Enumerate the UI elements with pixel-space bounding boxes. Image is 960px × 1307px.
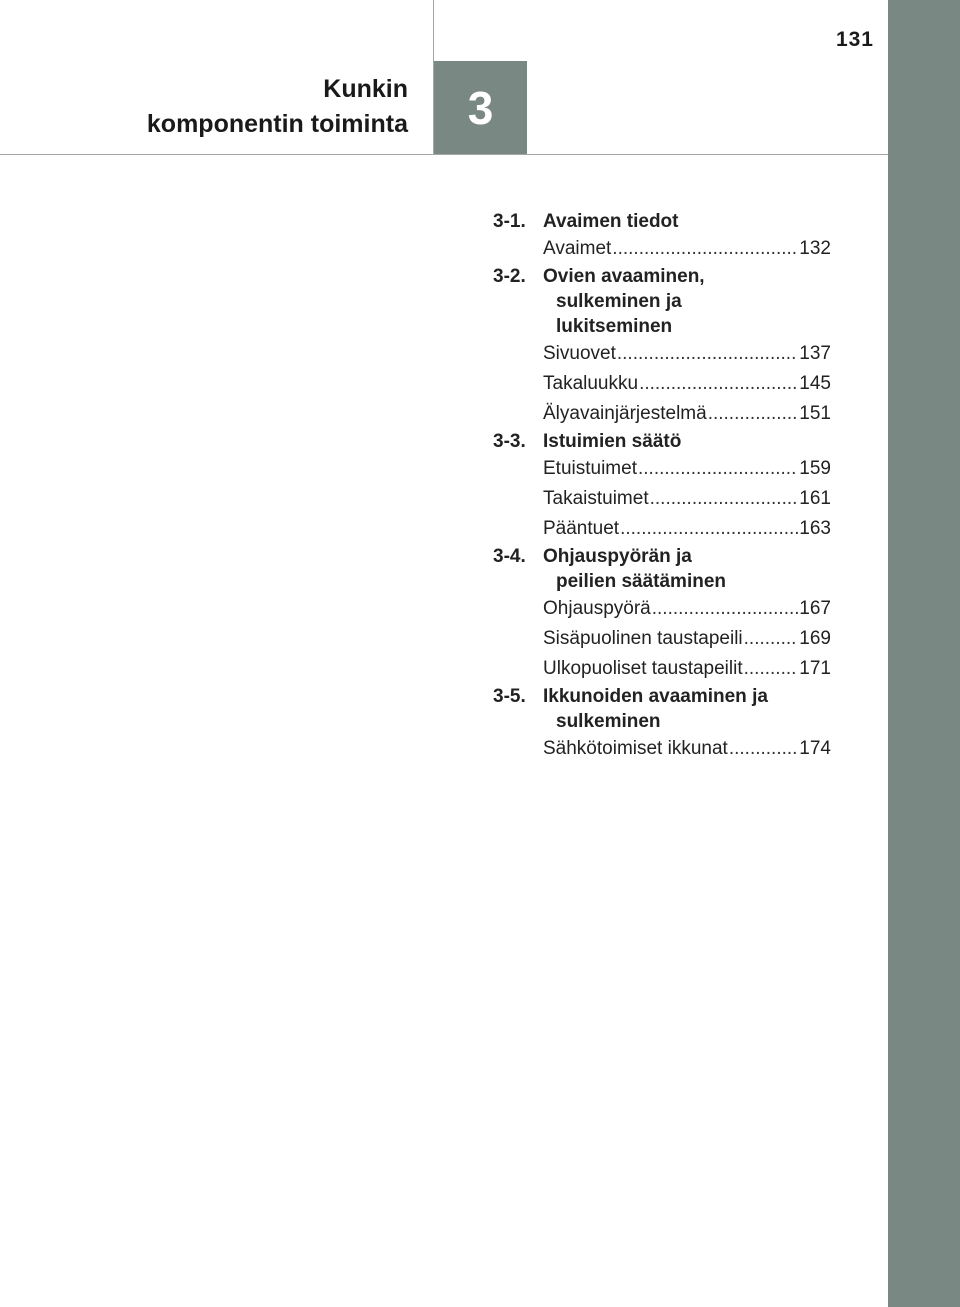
toc-entry-label: Sisäpuolinen taustapeili xyxy=(543,628,743,649)
toc-entry[interactable] xyxy=(493,399,831,429)
chapter-side-tab xyxy=(888,0,960,1307)
toc-entry-leader-dots xyxy=(744,624,799,654)
toc-entry-leader-dots xyxy=(729,734,798,764)
toc-entry-leader-dots xyxy=(617,339,798,369)
toc-entry[interactable] xyxy=(493,369,831,399)
toc-entry-label: Pääntuet xyxy=(543,518,620,539)
chapter-number-box: 3 xyxy=(434,61,527,154)
table-of-contents xyxy=(493,209,831,764)
toc-section xyxy=(493,429,831,544)
toc-entry-leader-dots xyxy=(652,594,799,624)
toc-section-title-line: Ovien avaaminen, xyxy=(543,266,705,287)
toc-section-title xyxy=(543,544,831,594)
toc-entry-page-number: 159 xyxy=(799,458,831,479)
toc-section-heading[interactable] xyxy=(493,209,831,234)
toc-entry-page-number: 161 xyxy=(799,488,831,509)
toc-section-heading[interactable] xyxy=(493,429,831,454)
toc-entry-label: Avaimet xyxy=(543,238,612,259)
toc-entry-leader-dots xyxy=(650,484,799,514)
toc-entry-label: Etuistuimet xyxy=(543,458,637,479)
toc-entry-label: Takaluukku xyxy=(543,373,639,394)
toc-entry-page-number: 145 xyxy=(799,373,831,394)
toc-entry-leader-dots xyxy=(638,454,798,484)
toc-entry-page-number: 169 xyxy=(799,628,831,649)
toc-section xyxy=(493,544,831,684)
toc-entry-page-number: 163 xyxy=(799,518,831,539)
toc-section-title-line: Ikkunoiden avaaminen ja xyxy=(543,686,768,707)
toc-entry[interactable] xyxy=(493,234,831,264)
toc-entry-label: Ohjauspyörä xyxy=(543,598,651,619)
toc-entry[interactable] xyxy=(493,594,831,624)
toc-entry-page-number: 137 xyxy=(799,343,831,364)
header-divider-horizontal xyxy=(0,154,888,155)
toc-section-title-line: Ohjauspyörän ja xyxy=(543,546,692,567)
toc-section-heading[interactable] xyxy=(493,264,831,339)
toc-entry-leader-dots xyxy=(744,654,799,684)
toc-section xyxy=(493,209,831,264)
toc-entry[interactable] xyxy=(493,484,831,514)
toc-entry[interactable] xyxy=(493,454,831,484)
toc-section xyxy=(493,264,831,429)
toc-entry[interactable] xyxy=(493,624,831,654)
toc-entry[interactable] xyxy=(493,339,831,369)
toc-entry-label: Sähkötoimiset ikkunat xyxy=(543,738,728,759)
chapter-title xyxy=(147,72,408,142)
toc-section-title xyxy=(543,209,831,234)
toc-entry-leader-dots xyxy=(620,514,798,544)
toc-entry-leader-dots xyxy=(708,399,799,429)
toc-section-title-line: lukitseminen xyxy=(556,316,673,337)
toc-section-title-line: Istuimien säätö xyxy=(543,431,682,452)
toc-section-number: 3-4. xyxy=(493,546,526,567)
toc-section-number: 3-3. xyxy=(493,431,526,452)
toc-entry-page-number: 132 xyxy=(799,238,831,259)
toc-section-heading[interactable] xyxy=(493,544,831,594)
toc-section-number: 3-1. xyxy=(493,211,526,232)
toc-entry-page-number: 167 xyxy=(799,598,831,619)
toc-section-title-line: sulkeminen ja xyxy=(556,291,682,312)
toc-entry-page-number: 174 xyxy=(799,738,831,759)
toc-entry-page-number: 151 xyxy=(799,403,831,424)
toc-section xyxy=(493,684,831,764)
toc-entry-label: Takaistuimet xyxy=(543,488,649,509)
toc-entry[interactable] xyxy=(493,654,831,684)
toc-section-title xyxy=(543,684,831,734)
toc-section-title-line: sulkeminen xyxy=(556,711,661,732)
toc-section-number: 3-5. xyxy=(493,686,526,707)
toc-entry-leader-dots xyxy=(639,369,798,399)
toc-section-heading[interactable] xyxy=(493,684,831,734)
chapter-title-line: Kunkin xyxy=(323,75,408,103)
toc-entry-page-number: 171 xyxy=(799,658,831,679)
toc-section-number: 3-2. xyxy=(493,266,526,287)
toc-entry[interactable] xyxy=(493,514,831,544)
toc-entry-label: Sivuovet xyxy=(543,343,616,364)
toc-entry-leader-dots xyxy=(612,234,798,264)
page-number: 131 xyxy=(835,28,874,51)
toc-section-title xyxy=(543,264,831,339)
toc-section-title xyxy=(543,429,831,454)
toc-section-title-line: Avaimen tiedot xyxy=(543,211,679,232)
toc-section-title-line: peilien säätäminen xyxy=(556,571,727,592)
toc-entry-label: Älyavainjärjestelmä xyxy=(543,403,707,424)
toc-entry[interactable] xyxy=(493,734,831,764)
chapter-title-line: komponentin toiminta xyxy=(146,110,408,138)
toc-entry-label: Ulkopuoliset taustapeilit xyxy=(543,658,743,679)
